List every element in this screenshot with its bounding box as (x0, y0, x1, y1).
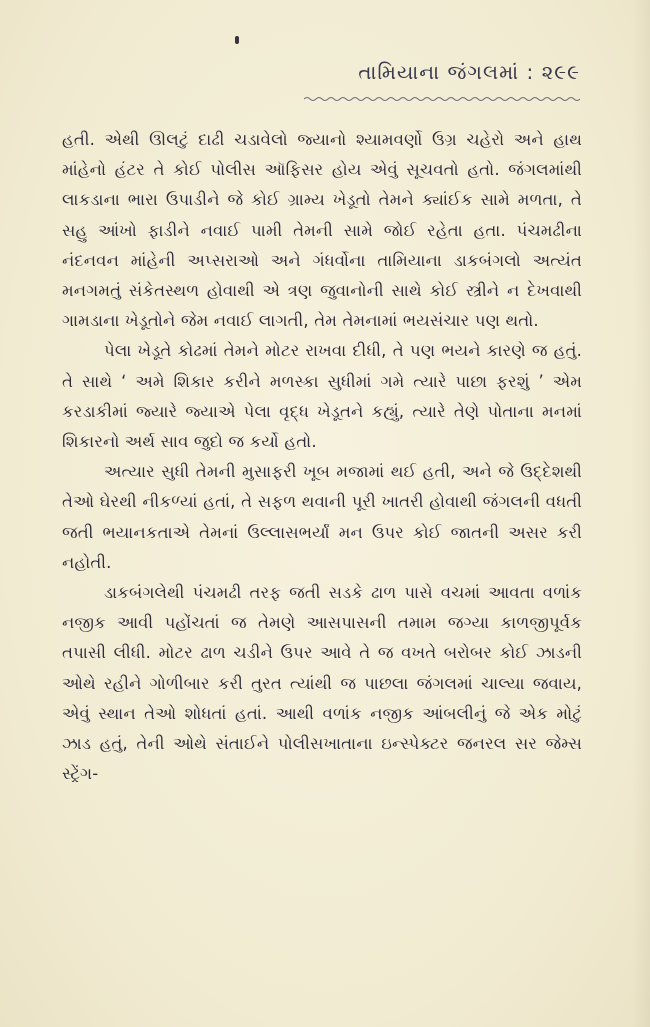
body-text (62, 125, 582, 789)
running-header: તામિયાના જંગલમાં : ૨૯૯ (358, 60, 580, 84)
paragraph-1: હતી. એથી ઊલટું દાઢી ચડાવેલો જ્યાનો શ્યામવર્ણો ઉગ્ર ચહેરો અને હાથ માંહેનો હંટર તે કોઈ પોલીસ ઑફિસર હોય એવું સૂચવતો હતો. જંગલમાંથી લાકડાના ભારા ઉપાડીને જે કોઈ ગ્રામ્ય ખેડૂતો તેમને ક્યાંઈક સામે મળતા, તે સહુ આંખો ફાડીને નવાઈ પામી તેમની સામે જોઈ રહેતા હતા. પંચમઢીના નંદનવન માંહેની અપ્સરાઓ અને ગંધર્વોના તામિયાના ડાકબંગલો અત્યંત મનગમતું સંકેતસ્થળ હોવાથી એ ત્રણ જુવાનોની સાથે કોઈ સ્ત્રીને ન દેખવાથી ગામડાના ખેડૂતોને જેમ નવાઈ લાગતી, તેમ તેમનામાં ભયસંચાર પણ થતો. (62, 130, 582, 331)
paragraph-3: અત્યાર સુધી તેમની મુસાફરી ખૂબ મજામાં થઈ હતી, અને જે ઉદ્દેશથી તેઓ ઘેરથી નીકળ્યાં હતાં, તે સફળ થવાની પૂરી ખાતરી હોવાથી જંગલની વધતી જતી ભયાનકતાએ તેમનાં ઉલ્લાસભર્યાં મન ઉપર કોઈ જાતની અસર કરી નહોતી. (62, 462, 582, 572)
page-edge-shadow (632, 0, 650, 1027)
paragraph-2: પેલા ખેડૂતે કોઢમાં તેમને મોટર રાખવા દીધી, તે પણ ભયને કારણે જ હતું. તે સાથે ‘ અમે શિકાર કરીને મળસ્કા સુધીમાં ગમે ત્યારે પાછા ફરશું ’ એમ કરડાકીમાં જ્યારે જ્યાએ પેલા વૃદ્ધ ખેડૂતને કહ્યું, ત્યારે તેણે પોતાના મનમાં શિકારનો અર્થ સાવ જુદો જ કર્યો હતો. (62, 341, 582, 452)
ink-mark (235, 36, 239, 44)
header-wavy-rule (304, 95, 580, 103)
paragraph-4: ડાકબંગલેથી પંચમઢી તરફ જતી સડકે ઢાળ પાસે વચમાં આવતા વળાંક નજીક આવી પહોંચતાં જ તેમણે આસપાસની તમામ જગ્યા કાળજીપૂર્વક તપાસી લીધી. મોટર ઢાળ ચડીને ઉપર આવે તે જ વખતે બરોબર કોઈ ઝાડની ઓથે રહીને ગોળીબાર કરી તુરત ત્યાંથી જ પાછલા જંગલમાં ચાલ્યા જવાય, એવું સ્થાન તેઓ શોધતાં હતાં. આથી વળાંક નજીક આંબલીનું જે એક મોટું ઝાડ હતું, તેની ઓથે સંતાઈને પોલીસખાતાના ઇન્સ્પેક્ટર જનરલ સર જેમ્સ સ્ટ્રેંગ- (62, 583, 582, 784)
